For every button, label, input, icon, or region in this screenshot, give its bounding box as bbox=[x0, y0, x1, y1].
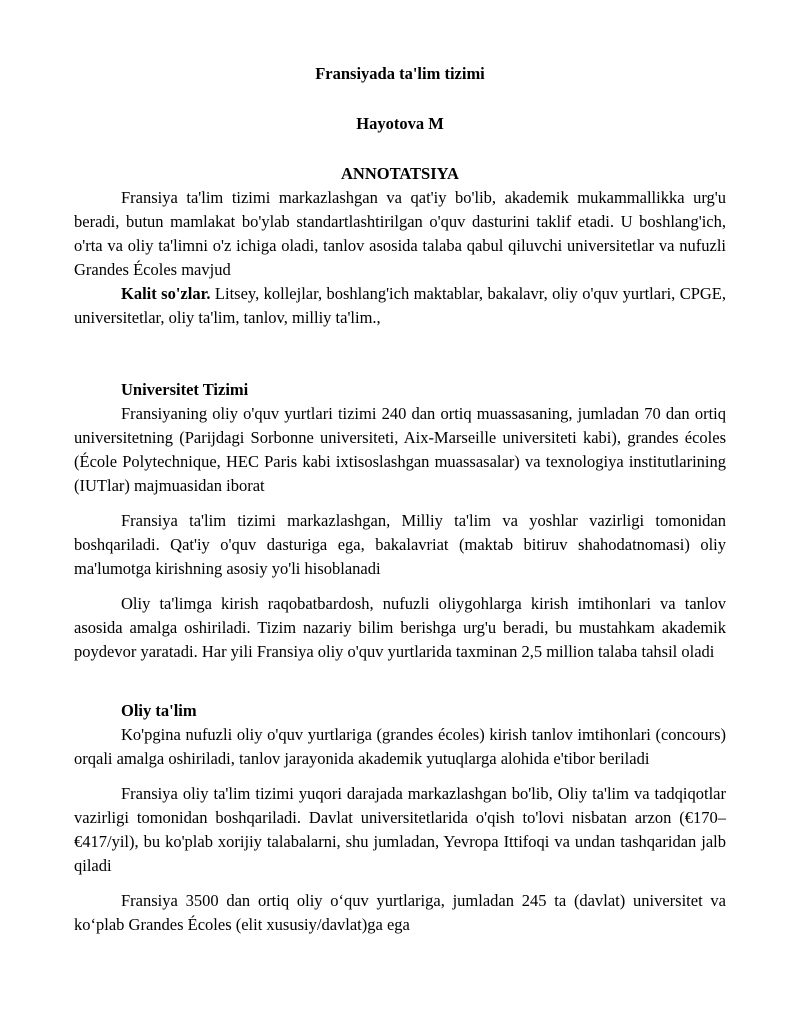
higher-paragraph-2: Fransiya oliy ta'lim tizimi yuqori darajada markazlashgan bo'lib, Oliy ta'lim va tadqiqotlar vazirligi tomonidan boshqariladi. Davlat universitetlarida o'qish to'lovi nisbatan arzon (€170–€417/yil), bu ko'plab xorijiy talabalarni, shu jumladan, Yevropa Ittifoqi va undan tashqaridan jalb qiladi bbox=[74, 784, 726, 875]
higher-paragraph-3: Fransiya 3500 dan ortiq oliy oʻquv yurtlariga, jumladan 245 ta (davlat) universitet va koʻplab Grandes Écoles (elit xususiy/davlat)ga ega bbox=[74, 891, 726, 934]
abstract-heading: ANNOTATSIYA bbox=[341, 164, 459, 183]
keywords-paragraph bbox=[74, 282, 726, 330]
section-heading-higher-education: Oliy ta'lim bbox=[121, 701, 197, 720]
keywords-label: Kalit so'zlar. bbox=[121, 284, 211, 303]
higher-paragraph-1: Ko'pgina nufuzli oliy o'quv yurtlariga (grandes écoles) kirish tanlov imtihonlari (concours) orqali amalga oshiriladi, tanlov jarayonida akademik yutuqlarga alohida e'tibor beriladi bbox=[74, 725, 726, 768]
author-name: Hayotova M bbox=[356, 114, 444, 133]
paper-title: Fransiyada ta'lim tizimi bbox=[315, 64, 485, 83]
section-heading-university: Universitet Tizimi bbox=[121, 380, 249, 399]
university-paragraph-1: Fransiyaning oliy o'quv yurtlari tizimi 240 dan ortiq muassasaning, jumladan 70 dan ortiq universitetning (Parijdagi Sorbonne universiteti, Aix-Marseille universiteti kabi), grandes écoles (École Polytechnique, HEC Paris kabi ixtisoslashgan muassasalar) va texnologiya institutlarining (IUTlar) majmuasidan iborat bbox=[74, 404, 726, 495]
abstract-text: Fransiya ta'lim tizimi markazlashgan va qat'iy bo'lib, akademik mukammallikka urg'u beradi, butun mamlakat bo'ylab standartlashtirilgan o'quv dasturini taklif etadi. U boshlang'ich, o'rta va oliy ta'limni o'z ichiga oladi, tanlov asosida talaba qabul qiluvchi universitetlar va nufuzli Grandes Écoles mavjud bbox=[74, 188, 726, 279]
keywords-text: Litsey, kollejlar, boshlang'ich maktablar, bakalavr, oliy o'quv yurtlari, CPGE, universitetlar, oliy ta'lim, tanlov, milliy ta'lim., bbox=[74, 284, 726, 327]
university-paragraph-3: Oliy ta'limga kirish raqobatbardosh, nufuzli oliygohlarga kirish imtihonlari va tanlov asosida amalga oshiriladi. Tizim nazariy bilim berishga urg'u beradi, bu mustahkam akademik poydevor yaratadi. Har yili Fransiya oliy o'quv yurtlarida taxminan 2,5 million talaba tahsil oladi bbox=[74, 594, 726, 661]
university-paragraph-2: Fransiya ta'lim tizimi markazlashgan, Milliy ta'lim va yoshlar vazirligi tomonidan boshqariladi. Qat'iy o'quv dasturiga ega, bakalavriat (maktab bitiruv shahodatnomasi) oliy ma'lumotga kirishning asosiy yo'li hisoblanadi bbox=[74, 511, 726, 578]
